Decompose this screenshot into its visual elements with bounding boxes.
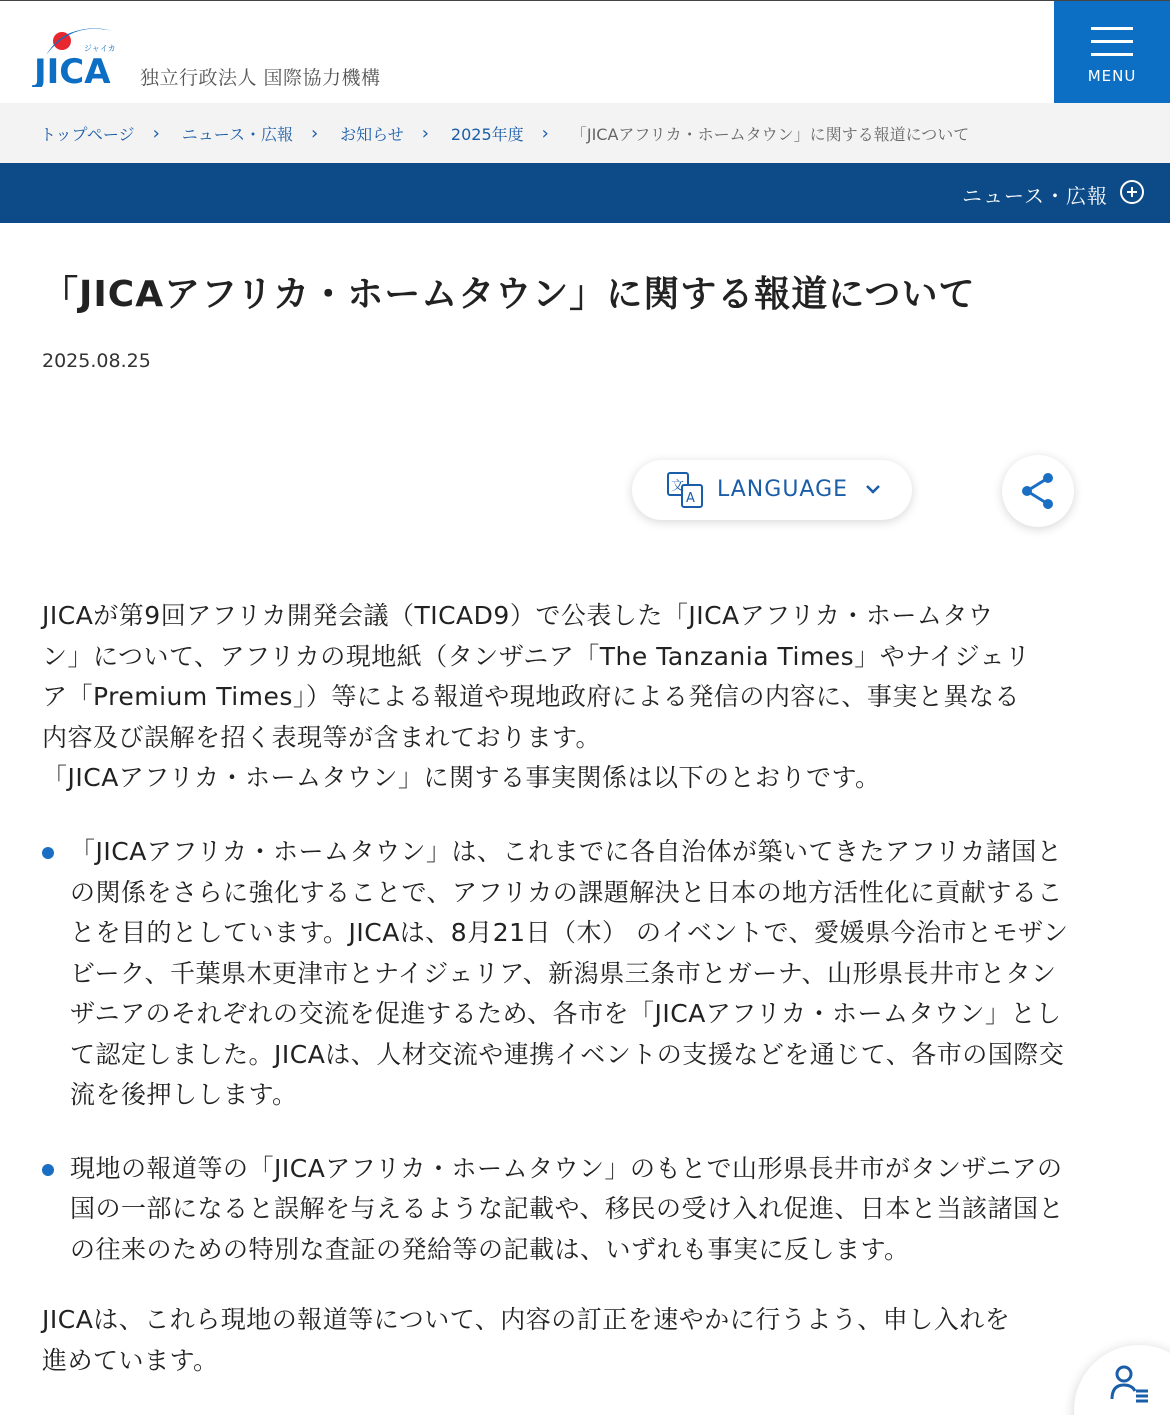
text-line: 現地の報道等の「JICAアフリカ・ホームタウン」のもとで山形県長井市がタンザニアの xyxy=(70,1153,1063,1183)
share-button[interactable] xyxy=(1002,455,1074,527)
text-line: とを目的としています。JICAは、8月21日（木） のイベントで、愛媛県今治市とモザン xyxy=(70,918,1069,947)
text-line: ン」について、アフリカの現地紙（タンザニア「The Tanzania Times」やナイジェリ xyxy=(42,641,1031,671)
text-line: て認定しました。JICAは、人材交流や連携イベントの支援などを通じて、各市の国際交 xyxy=(70,1039,1065,1069)
list-item xyxy=(42,832,1132,1116)
breadcrumb-year[interactable]: 2025年度 xyxy=(450,124,524,144)
section-bar-label[interactable]: ニュース・広報 xyxy=(962,184,1108,208)
text-line: 進めています。 xyxy=(42,1345,219,1375)
logo-kana: ジャイカ xyxy=(84,44,116,53)
section-bar[interactable] xyxy=(0,163,1170,223)
breadcrumb-home[interactable]: トップページ xyxy=(40,124,135,144)
article-closing xyxy=(42,1300,1132,1381)
bullet-icon xyxy=(42,1164,54,1176)
text-line: 内容及び誤解を招く表現等が含まれております。 xyxy=(42,722,602,752)
menu-icon xyxy=(1091,27,1133,57)
chevron-right-icon: › xyxy=(541,122,549,144)
site-header xyxy=(0,0,1170,103)
text-line: ザニアのそれぞれの交流を促進するため、各市を「JICAアフリカ・ホームタウン」とし xyxy=(70,999,1062,1028)
translate-icon xyxy=(666,471,704,509)
text-line: ビーク、千葉県木更津市とナイジェリア、新潟県三条市とガーナ、山形県長井市とタン xyxy=(70,958,1057,988)
language-button[interactable] xyxy=(632,460,912,520)
text-line: の関係をさらに強化することで、アフリカの課題解決と日本の地方活性化に貢献するこ xyxy=(70,877,1063,907)
menu-label: MENU xyxy=(1087,67,1137,85)
jica-logo[interactable] xyxy=(32,19,118,87)
chevron-down-icon xyxy=(864,480,882,498)
text-line: 国の一部になると誤解を与えるような記載や、移民の受け入れ促進、日本と当該諸国と xyxy=(70,1194,1065,1223)
fact-list xyxy=(42,832,1132,1303)
breadcrumb-current: 「JICAアフリカ・ホームタウン」に関する報道について xyxy=(570,124,970,144)
text-line: JICAが第9回アフリカ開発会議（TICAD9）で公表した「JICAアフリカ・ホームタウ xyxy=(42,601,994,630)
menu-button[interactable] xyxy=(1054,1,1170,104)
org-name: 独立行政法人 国際協力機構 xyxy=(140,67,381,89)
text-line: 「JICAアフリカ・ホームタウン」は、これまでに各自治体が築いてきたアフリカ諸国と xyxy=(70,837,1063,866)
breadcrumb-notices[interactable]: お知らせ xyxy=(340,124,404,144)
chevron-right-icon: › xyxy=(152,122,160,144)
text-line: JICAは、これら現地の報道等について、内容の訂正を速やかに行うよう、申し入れを xyxy=(42,1305,1011,1334)
chevron-right-icon: › xyxy=(310,122,319,144)
accessibility-icon xyxy=(1110,1365,1150,1403)
plus-circle-icon[interactable] xyxy=(1120,180,1144,204)
bullet-icon xyxy=(42,847,54,859)
text-line: 「JICAアフリカ・ホームタウン」に関する事実関係は以下のとおりです。 xyxy=(42,763,881,792)
chevron-right-icon: › xyxy=(421,122,429,144)
breadcrumb-news[interactable]: ニュース・広報 xyxy=(181,124,293,144)
text-line: 流を後押しします。 xyxy=(70,1080,298,1109)
list-item xyxy=(42,1149,1132,1271)
language-label: LANGUAGE xyxy=(717,477,849,502)
svg-text:A: A xyxy=(686,491,695,506)
share-icon xyxy=(1020,472,1056,510)
logo-text: JICA xyxy=(34,52,111,87)
text-line: ア「Premium Times」）等による報道や現地政府による発信の内容に、事実と異なる xyxy=(42,682,1020,711)
article-intro xyxy=(42,596,1132,799)
text-line: の往来のための特別な査証の発給等の記載は、いずれも事実に反します。 xyxy=(70,1234,910,1264)
page-title: 「JICAアフリカ・ホームタウン」に関する報道について xyxy=(42,274,976,315)
breadcrumb xyxy=(0,103,1170,163)
publish-date: 2025.08.25 xyxy=(42,350,151,372)
svg-text:文: 文 xyxy=(671,479,685,494)
